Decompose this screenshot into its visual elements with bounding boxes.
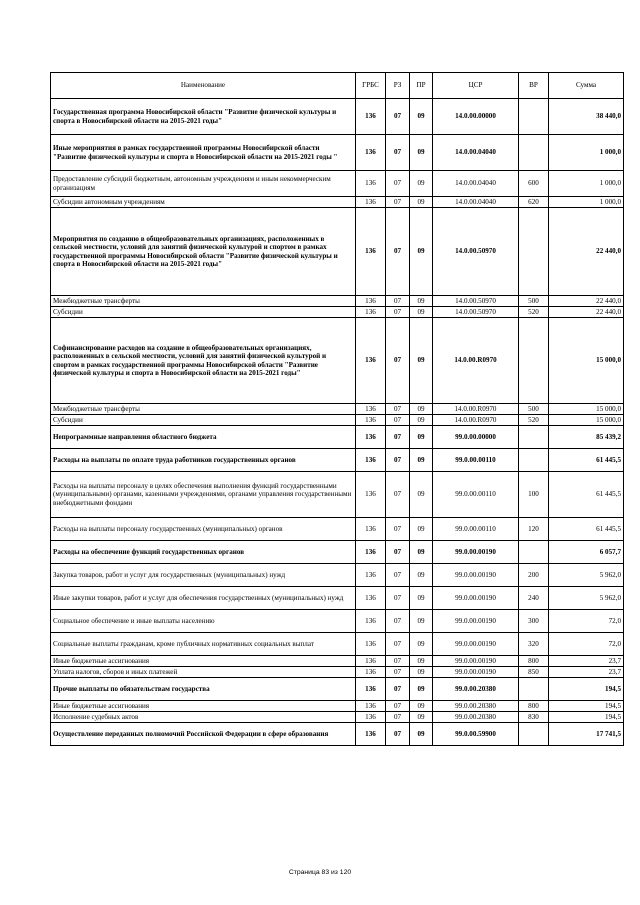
- table-row: [51, 587, 624, 610]
- row-grbs: 136: [356, 701, 386, 712]
- row-grbs: 136: [356, 667, 386, 678]
- row-pr: 09: [410, 678, 433, 701]
- row-grbs: 136: [356, 587, 386, 610]
- row-rz: 07: [386, 472, 410, 518]
- row-vr: 520: [519, 415, 549, 426]
- row-pr: 09: [410, 518, 433, 541]
- row-rz: 07: [386, 135, 410, 171]
- row-vr: [519, 426, 549, 449]
- row-name: Софинансирование расходов на создание в общеобразовательных организациях, расположенных в сельской местности, условий для занятий физической культурой и спортом в рамках государственной программы Новосибирской области "Развитие физической культуры и спорта в Новосибирской области на 2015-2021 годы": [51, 318, 356, 404]
- row-name: Мероприятия по созданию в общеобразовательных организациях, расположенных в сельской местности, условий для занятий физической культурой и спортом в рамках государственной программы Новосибирской области "Развитие физической культуры и спорта в Новосибирской области на 2015-2021 годы": [51, 208, 356, 296]
- row-pr: 09: [410, 99, 433, 135]
- row-rz: 07: [386, 633, 410, 656]
- table-row: [51, 307, 624, 318]
- row-sum: 72,0: [549, 633, 624, 656]
- row-rz: 07: [386, 99, 410, 135]
- row-vr: [519, 208, 549, 296]
- row-vr: 240: [519, 587, 549, 610]
- row-vr: 300: [519, 610, 549, 633]
- row-name: Субсидии автономным учреждениям: [51, 197, 356, 208]
- row-grbs: 136: [356, 633, 386, 656]
- row-vr: 520: [519, 307, 549, 318]
- row-vr: 850: [519, 667, 549, 678]
- header-vr: ВР: [519, 73, 549, 99]
- row-pr: 09: [410, 564, 433, 587]
- row-rz: 07: [386, 712, 410, 723]
- row-vr: [519, 99, 549, 135]
- row-pr: 09: [410, 318, 433, 404]
- row-csr: 14.0.00.00000: [433, 99, 519, 135]
- table-row: [51, 667, 624, 678]
- row-sum: 72,0: [549, 610, 624, 633]
- row-grbs: 136: [356, 564, 386, 587]
- row-pr: 09: [410, 656, 433, 667]
- row-vr: 620: [519, 197, 549, 208]
- header-grbs: ГРБС: [356, 73, 386, 99]
- row-rz: 07: [386, 564, 410, 587]
- row-grbs: 136: [356, 99, 386, 135]
- row-csr: 99.0.00.00110: [433, 518, 519, 541]
- table-row: [51, 723, 624, 746]
- row-sum: 61 445,5: [549, 472, 624, 518]
- row-vr: [519, 541, 549, 564]
- row-name: Предоставление субсидий бюджетным, автономным учреждениям и иным некоммерческим организациям: [51, 171, 356, 197]
- row-sum: 6 057,7: [549, 541, 624, 564]
- page-number: Страница 83 из 120: [288, 869, 352, 876]
- row-sum: 15 000,0: [549, 415, 624, 426]
- row-pr: 09: [410, 723, 433, 746]
- row-grbs: 136: [356, 135, 386, 171]
- row-sum: 1 000,0: [549, 135, 624, 171]
- row-grbs: 136: [356, 723, 386, 746]
- row-pr: 09: [410, 610, 433, 633]
- row-vr: 500: [519, 296, 549, 307]
- row-vr: 800: [519, 701, 549, 712]
- row-sum: 22 440,0: [549, 307, 624, 318]
- row-grbs: 136: [356, 171, 386, 197]
- row-name: Субсидии: [51, 307, 356, 318]
- header-pr: ПР: [410, 73, 433, 99]
- row-name: Иные бюджетные ассигнования: [51, 701, 356, 712]
- table-row: [51, 296, 624, 307]
- row-sum: 22 440,0: [549, 208, 624, 296]
- row-pr: 09: [410, 208, 433, 296]
- row-rz: 07: [386, 307, 410, 318]
- row-sum: 61 445,5: [549, 449, 624, 472]
- row-csr: 99.0.00.00190: [433, 610, 519, 633]
- row-vr: 320: [519, 633, 549, 656]
- row-name: Иные мероприятия в рамках государственной программы Новосибирской области "Развитие физической культуры и спорта в Новосибирской области на 2015-2021 годы ": [51, 135, 356, 171]
- row-pr: 09: [410, 296, 433, 307]
- row-sum: 5 962,0: [549, 564, 624, 587]
- row-csr: 14.0.00.50970: [433, 307, 519, 318]
- row-pr: 09: [410, 587, 433, 610]
- table-row: [51, 633, 624, 656]
- row-grbs: 136: [356, 678, 386, 701]
- row-grbs: 136: [356, 208, 386, 296]
- row-csr: 99.0.00.20380: [433, 678, 519, 701]
- row-grbs: 136: [356, 541, 386, 564]
- row-csr: 14.0.00.50970: [433, 208, 519, 296]
- row-rz: 07: [386, 197, 410, 208]
- row-name: Непрограммные направления областного бюджета: [51, 426, 356, 449]
- row-grbs: 136: [356, 426, 386, 449]
- row-name: Межбюджетные трансферты: [51, 296, 356, 307]
- row-rz: 07: [386, 426, 410, 449]
- row-rz: 07: [386, 678, 410, 701]
- header-rz: РЗ: [386, 73, 410, 99]
- row-pr: 09: [410, 197, 433, 208]
- row-vr: 200: [519, 564, 549, 587]
- table-row: [51, 701, 624, 712]
- row-rz: 07: [386, 404, 410, 415]
- row-name: Государственная программа Новосибирской области "Развитие физической культуры и спорта в Новосибирской области на 2015-2021 годы": [51, 99, 356, 135]
- row-sum: 15 000,0: [549, 318, 624, 404]
- table-row: [51, 415, 624, 426]
- row-grbs: 136: [356, 712, 386, 723]
- row-csr: 14.0.00.04040: [433, 197, 519, 208]
- row-sum: 5 962,0: [549, 587, 624, 610]
- row-grbs: 136: [356, 415, 386, 426]
- table-row: [51, 610, 624, 633]
- row-pr: 09: [410, 171, 433, 197]
- row-sum: 22 440,0: [549, 296, 624, 307]
- table-row: [51, 656, 624, 667]
- table-row: [51, 449, 624, 472]
- row-sum: 38 440,0: [549, 99, 624, 135]
- table-row: [51, 99, 624, 135]
- row-grbs: 136: [356, 449, 386, 472]
- row-pr: 09: [410, 667, 433, 678]
- row-csr: 14.0.00.04040: [433, 135, 519, 171]
- table-row: [51, 426, 624, 449]
- row-name: Социальные выплаты гражданам, кроме публичных нормативных социальных выплат: [51, 633, 356, 656]
- row-sum: 85 439,2: [549, 426, 624, 449]
- row-rz: 07: [386, 587, 410, 610]
- row-csr: 14.0.00.50970: [433, 296, 519, 307]
- row-csr: 99.0.00.00190: [433, 564, 519, 587]
- row-name: Субсидии: [51, 415, 356, 426]
- table-row: [51, 678, 624, 701]
- row-csr: 99.0.00.00190: [433, 656, 519, 667]
- row-rz: 07: [386, 610, 410, 633]
- row-rz: 07: [386, 541, 410, 564]
- row-vr: 100: [519, 472, 549, 518]
- row-csr: 99.0.00.00110: [433, 449, 519, 472]
- row-pr: 09: [410, 307, 433, 318]
- row-grbs: 136: [356, 404, 386, 415]
- row-rz: 07: [386, 318, 410, 404]
- row-grbs: 136: [356, 318, 386, 404]
- row-sum: 15 000,0: [549, 404, 624, 415]
- table-header-row: [51, 73, 624, 99]
- table-row: [51, 472, 624, 518]
- row-name: Прочие выплаты по обязательствам государства: [51, 678, 356, 701]
- row-csr: 99.0.00.00190: [433, 633, 519, 656]
- header-sum: Сумма: [549, 73, 624, 99]
- row-rz: 07: [386, 296, 410, 307]
- table-row: [51, 197, 624, 208]
- row-name: Исполнение судебных актов: [51, 712, 356, 723]
- row-csr: 99.0.00.00190: [433, 587, 519, 610]
- row-csr: 99.0.00.00110: [433, 472, 519, 518]
- row-vr: 500: [519, 404, 549, 415]
- row-grbs: 136: [356, 518, 386, 541]
- row-sum: 1 000,0: [549, 171, 624, 197]
- row-vr: 830: [519, 712, 549, 723]
- row-rz: 07: [386, 723, 410, 746]
- row-sum: 23,7: [549, 667, 624, 678]
- row-pr: 09: [410, 135, 433, 171]
- table-row: [51, 135, 624, 171]
- row-vr: [519, 449, 549, 472]
- row-rz: 07: [386, 701, 410, 712]
- row-pr: 09: [410, 712, 433, 723]
- row-name: Расходы на выплаты по оплате труда работников государственных органов: [51, 449, 356, 472]
- row-pr: 09: [410, 701, 433, 712]
- row-name: Межбюджетные трансферты: [51, 404, 356, 415]
- row-rz: 07: [386, 667, 410, 678]
- table-row: [51, 208, 624, 296]
- row-name: Иные бюджетные ассигнования: [51, 656, 356, 667]
- header-csr: ЦСР: [433, 73, 519, 99]
- row-name: Расходы на выплаты персоналу в целях обеспечения выполнения функций государственными (муниципальными) органами, казенными учреждениями, органами управления государственными внебюджетными фондами: [51, 472, 356, 518]
- row-pr: 09: [410, 426, 433, 449]
- row-csr: 14.0.00.R0970: [433, 415, 519, 426]
- row-vr: 600: [519, 171, 549, 197]
- table-row: [51, 404, 624, 415]
- table-row: [51, 518, 624, 541]
- row-grbs: 136: [356, 296, 386, 307]
- row-sum: 17 741,5: [549, 723, 624, 746]
- row-rz: 07: [386, 449, 410, 472]
- row-csr: 99.0.00.00190: [433, 667, 519, 678]
- row-name: Уплата налогов, сборов и иных платежей: [51, 667, 356, 678]
- row-pr: 09: [410, 404, 433, 415]
- row-csr: 99.0.00.20380: [433, 701, 519, 712]
- row-grbs: 136: [356, 197, 386, 208]
- row-csr: 14.0.00.R0970: [433, 318, 519, 404]
- row-grbs: 136: [356, 307, 386, 318]
- row-name: Расходы на выплаты персоналу государственных (муниципальных) органов: [51, 518, 356, 541]
- row-rz: 07: [386, 171, 410, 197]
- row-csr: 99.0.00.20380: [433, 712, 519, 723]
- row-rz: 07: [386, 518, 410, 541]
- table-row: [51, 318, 624, 404]
- row-pr: 09: [410, 633, 433, 656]
- row-name: Социальное обеспечение и иные выплаты населению: [51, 610, 356, 633]
- row-csr: 14.0.00.04040: [433, 171, 519, 197]
- row-sum: 194,5: [549, 678, 624, 701]
- row-name: Расходы на обеспечение функций государственных органов: [51, 541, 356, 564]
- row-sum: 194,5: [549, 701, 624, 712]
- row-sum: 1 000,0: [549, 197, 624, 208]
- row-csr: 99.0.00.59900: [433, 723, 519, 746]
- table-row: [51, 712, 624, 723]
- row-vr: [519, 723, 549, 746]
- row-sum: 194,5: [549, 712, 624, 723]
- row-name: Осуществление переданных полномочий Российской Федерации в сфере образования: [51, 723, 356, 746]
- row-vr: [519, 678, 549, 701]
- table-row: [51, 564, 624, 587]
- row-rz: 07: [386, 208, 410, 296]
- row-grbs: 136: [356, 656, 386, 667]
- row-rz: 07: [386, 656, 410, 667]
- header-name: Наименование: [51, 73, 356, 99]
- table-row: [51, 171, 624, 197]
- row-csr: 99.0.00.00000: [433, 426, 519, 449]
- row-vr: [519, 318, 549, 404]
- row-csr: 99.0.00.00190: [433, 541, 519, 564]
- row-vr: [519, 135, 549, 171]
- row-pr: 09: [410, 449, 433, 472]
- row-grbs: 136: [356, 472, 386, 518]
- row-pr: 09: [410, 472, 433, 518]
- row-csr: 14.0.00.R0970: [433, 404, 519, 415]
- row-sum: 61 445,5: [549, 518, 624, 541]
- row-pr: 09: [410, 415, 433, 426]
- row-name: Закупка товаров, работ и услуг для государственных (муниципальных) нужд: [51, 564, 356, 587]
- row-pr: 09: [410, 541, 433, 564]
- table-row: [51, 541, 624, 564]
- row-rz: 07: [386, 415, 410, 426]
- row-vr: 800: [519, 656, 549, 667]
- budget-table: [50, 72, 624, 746]
- row-grbs: 136: [356, 610, 386, 633]
- row-name: Иные закупки товаров, работ и услуг для обеспечения государственных (муниципальных) нужд: [51, 587, 356, 610]
- row-vr: 120: [519, 518, 549, 541]
- row-sum: 23,7: [549, 656, 624, 667]
